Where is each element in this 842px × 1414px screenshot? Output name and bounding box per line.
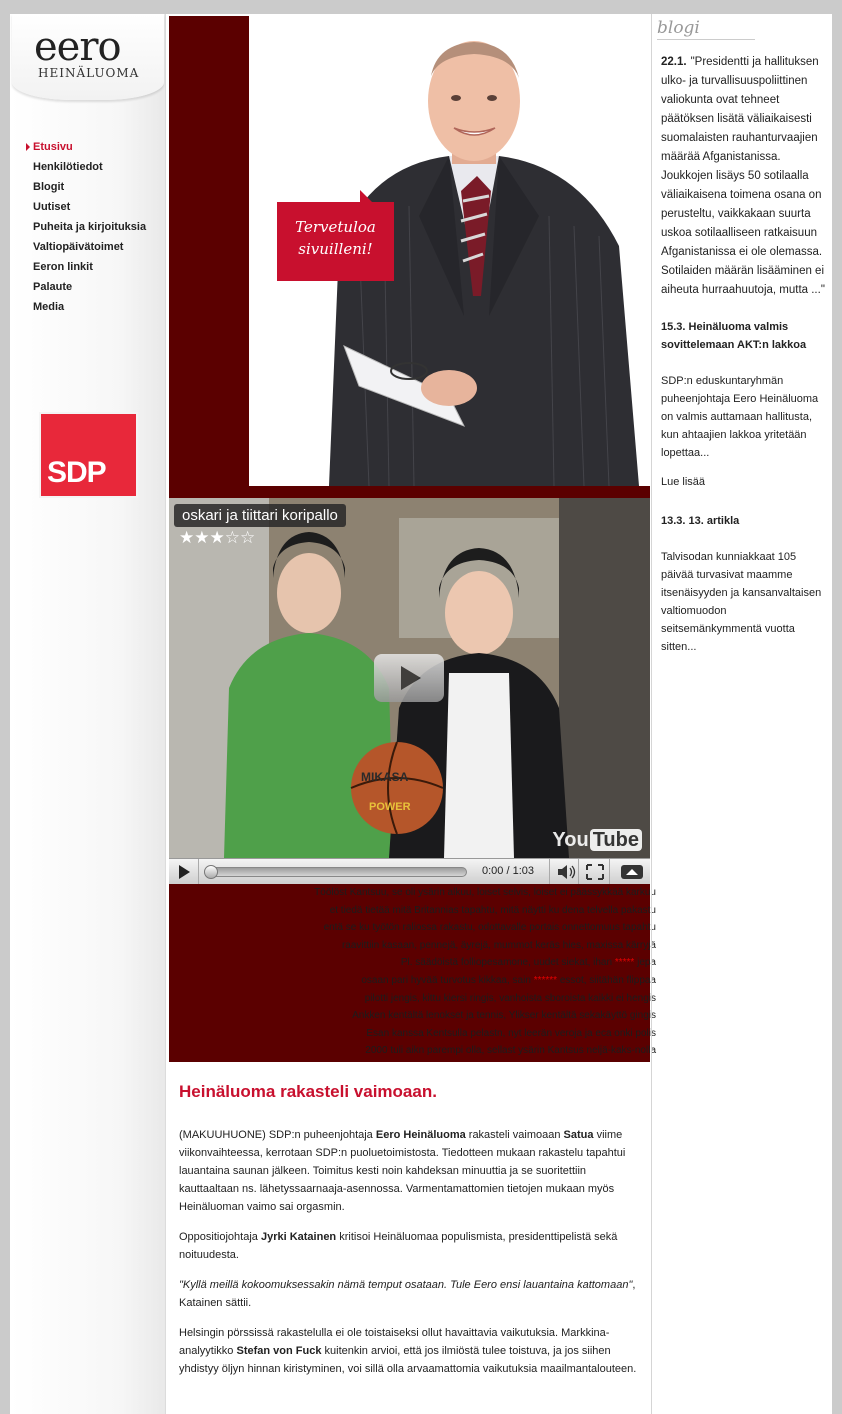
blog-quote [661,53,826,300]
lyrics-fragment: ***** [614,957,635,969]
article-text-run: Jyrki Katainen [260,1231,337,1243]
article-paragraph [179,1276,641,1312]
lyrics-line [169,954,656,972]
youtube-logo[interactable] [552,829,642,852]
nav-item[interactable]: Blogit [33,181,65,193]
lyrics-fragment: jepa [634,957,656,969]
nav-item[interactable]: Henkilötiedot [33,161,103,173]
nav-item[interactable]: Puheita ja kirjoituksia [33,221,147,233]
nav-item[interactable]: Media [33,301,65,313]
youtube-logo-you: You [552,829,589,851]
lyrics-box [169,884,656,1062]
article-text-run: Oppositiojohtaja [179,1231,261,1243]
lyrics-line [169,990,656,1008]
play-icon [169,859,199,885]
blog-quote-date: 22.1. [661,56,687,68]
logo-main-text: eero [34,24,121,70]
lyrics-fragment: osaan pari hyvää turvotus kikkaa, sain [361,974,534,986]
ball-sub-text: POWER [369,801,411,813]
article-text-run: kuitenkin arvioi, että jos ilmiöstä tulee toistuva, ja jos siihen yhdistyy öljyn hinnan kiristyminen, voi sillä olla arvaamattomia vaikutuksia maailmantalouteen. [179,1345,637,1375]
article-text-run: viime viikonvaihteessa, kerrotaan SDP:n puoluetoimistosta. Tiedotteen mukaan rakastelu tapahtui lauantaina saunan jälkeen. Toimitus kesti noin kahdeksan minuuttia ja se suoritettiin kauttaaltaan ns. lähetyssaarnaaja-asennossa. Varmentamattomien tietojen mukaan myös Heinäluoman vaimo sai orgasmin. [179,1129,626,1213]
welcome-speech-bubble [277,202,394,281]
lyrics-fragment: Ankken kentältä lenokset ja tennis, Ylikser kentältä sekakäyttö gingis [352,1010,656,1022]
nav-item[interactable]: Valtiopäivätoimet [33,241,124,253]
nav-item[interactable]: Uutiset [33,201,71,213]
lyrics-fragment: Pl. säädöistä folliopesamone, uudet siekat, ihan [400,957,615,969]
lyrics-line [169,1042,656,1060]
page [10,14,832,1414]
blog-entry-text: Talvisodan kunniakkaat 105 päivää turvasivat maamme itsenäisyyden ja kansanvaltaisen valtiomuodon seitsemänkymmentä vuotta sitten... [661,551,822,653]
article-text-run: Eero Heinäluoma [375,1129,466,1141]
progress-knob[interactable] [204,865,218,879]
volume-icon [550,859,580,885]
main-nav [33,138,151,318]
fullscreen-icon [580,859,610,885]
welcome-line-2: sivuilleni! [298,240,373,258]
blog-heading: blogi [657,17,755,40]
blog-quote-text: "Presidentti ja hallituksen ulko- ja turvallisuuspoliittinen valiokunta ovat tehneet päätöksen lisätä väliaikaisesti suomalaisten rauhanturvaajien määrää Afganistanissa. Joukkojen lisäys 50 sotilaalla väliaikaisena toimena osana on perusteltu, vaikkakaan suurta uskoa sotilaalliseen ratkaisuun Afganistanissa ei ole olemassa. Sotilaiden määrän lisääminen ei aiheuta hurraahuutoja, mutta ..." [661,56,825,296]
article-text-run: rakasteli vaimoaan [465,1129,564,1141]
lyrics-fragment: Esan kanssa Kentsulla pelastn, nyt leerän veroja ja eca onki polis [366,1027,656,1039]
lyrics-line [169,972,656,990]
lyrics-line [169,1025,656,1043]
nav-item[interactable]: Etusivu [33,138,151,156]
play-overlay-button[interactable] [374,654,444,702]
lyrics-line [169,1007,656,1025]
article-text-run: Stefan von Fuck [236,1345,322,1357]
article-text-run: "Kyllä meillä kokoomuksessakin nämä temput osataan. Tule Eero ensi lauantaina kattomaan" [179,1279,633,1291]
sdp-logo-text: SDP [47,456,106,489]
lyrics-line [169,919,656,937]
youtube-logo-tube: Tube [590,829,642,851]
lyrics-line [169,902,656,920]
blog-entry-text: SDP:n eduskuntaryhmän puheenjohtaja Eero Heinäluoma on valmis auttamaan hallitusta, kun ahtaajien lakkoa yritetään lopettaa... [661,375,819,459]
main-article [179,1082,641,1390]
volume-button[interactable] [549,859,579,885]
chevron-up-icon [615,859,650,885]
nav-item[interactable]: Eeron linkit [33,261,93,273]
article-text-run: , Katainen sättii. [179,1279,636,1309]
article-text-run: Helsingin pörssissä rakastelulla ei ole toistaiseksi ollut havaittavia vaikutuksia. Markkina-analyytikko [179,1327,610,1357]
lyrics-fragment: entä se ku työtön raliossa rakastu, odottavalle portais onnettomuus tapahtu [323,922,656,934]
logo-sub-text: HEINÄLUOMA [38,66,140,80]
youtube-player[interactable] [169,498,650,884]
sdp-logo[interactable] [41,414,136,496]
blog-entry-title[interactable]: 15.3. Heinäluoma valmis sovittelemaan AKT:n lakkoa [661,321,807,351]
video-time: 0:00 / 1:03 [482,865,534,877]
menu-toggle-button[interactable] [615,859,650,885]
lyrics-fragment: pilotti jengis, kittu kiersi ringis, vanhoista sboroista kaikki ei hengis [364,992,656,1004]
right-sidebar [651,14,832,1414]
site-logo[interactable] [12,14,164,100]
article-headline: Heinäluoma rakasteli vaimoaan. [179,1082,437,1101]
lyrics-fragment: 2000 tuli aikn parempi olla, sellast ysärin Kantsus neljä-kaks-nolla [365,1045,656,1057]
video-rating-stars[interactable]: ★★★☆☆ [179,528,256,547]
lyrics-fragment: essot, siitähän flippaa [557,974,656,986]
article-text-run: kritisoi Heinäluomaa populismista, presidenttipelistä sekä noituudesta. [179,1231,618,1261]
lyrics-line [169,884,656,902]
lyrics-fragment: et tiedä tietää mitä Britannias tapahtu, mitä näytti ku dena telvella pakastu [329,904,656,916]
hero-banner [169,16,650,498]
article-paragraph [179,1228,641,1264]
welcome-line-1: Tervetuloa [295,218,376,236]
progress-bar[interactable] [205,867,467,877]
blog-entry-title[interactable]: 13.3. 13. artikla [661,515,740,527]
lyrics-fragment: raavittiin kasaan, pennejä, äyrejä, mummot keräs hies, maxissa kärryjä [341,939,656,951]
article-paragraph [179,1324,641,1378]
ball-brand-text: MIKASA [361,770,409,784]
fullscreen-button[interactable] [580,859,610,885]
lyrics-fragment: Töölöst Kantsuu, se oli ysärin alkuu, loiset selvis, loiset ei päässykkää karkuu [314,887,656,898]
read-more-link[interactable]: Lue lisää [661,476,706,488]
video-frame[interactable] [169,498,650,858]
blog-list [661,53,826,670]
left-sidebar [10,14,166,1414]
lyrics-fragment: ****** [533,974,558,986]
player-controls [169,858,650,884]
article-paragraph [179,1126,641,1216]
lyrics-line [169,937,656,955]
article-text-run: Satua [563,1129,594,1141]
article-text-run: (MAKUUHUONE) SDP:n puheenjohtaja [179,1129,376,1141]
nav-item[interactable]: Palaute [33,281,73,293]
play-button[interactable] [169,859,199,885]
video-title[interactable]: oskari ja tiittari koripallo [174,504,346,527]
